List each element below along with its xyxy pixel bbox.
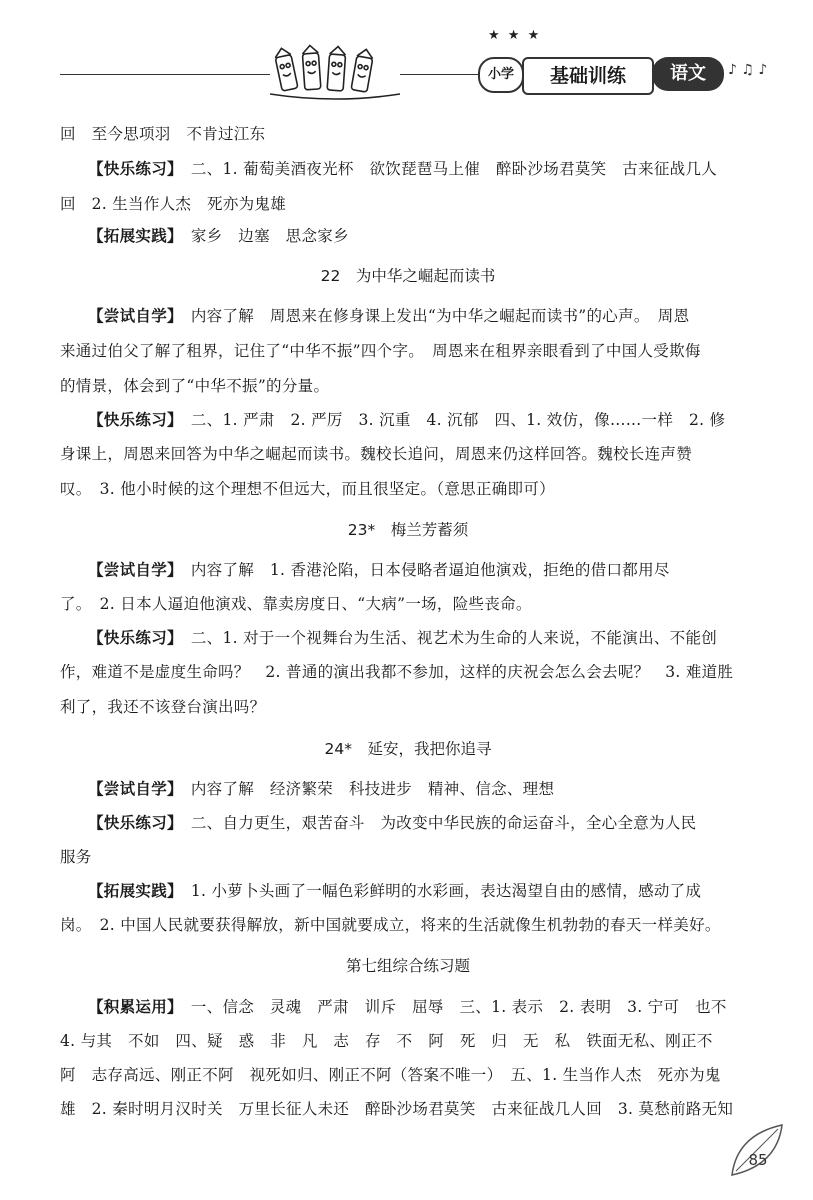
header-badge-title: 基础训练: [522, 57, 654, 95]
text-line: [88, 157, 717, 179]
section-label: 【快乐练习】: [88, 160, 176, 178]
text-line: [60, 695, 265, 717]
line-text: 作，难道不是虚度生命吗？ 2. 普通的演出我都不参加，这样的庆祝会怎么会去呢？ 3. 难道胜: [60, 663, 734, 681]
header-badge-level: 小学: [478, 57, 524, 93]
line-text: 叹。 3. 他小时候的这个理想不但远大，而且很坚定。（意思正确即可）: [60, 480, 555, 498]
header-rule-left: [60, 74, 270, 75]
text-line: [60, 192, 286, 214]
pencil-mascots-icon: [270, 42, 405, 102]
text-line: [88, 879, 701, 901]
line-text: 岗。 2. 中国人民就要获得解放，新中国就要成立，将来的生活就像生机勃勃的春天一样美好。: [60, 916, 721, 934]
text-line: [60, 442, 692, 464]
line-text: 服务: [60, 848, 92, 866]
line-text: 二、1. 严肃 2. 严厉 3. 沉重 4. 沉郁 四、1. 效仿，像……一样 2. 修: [175, 411, 726, 429]
text-line: [88, 304, 689, 326]
text-line: [88, 811, 696, 833]
section-label: 【快乐练习】: [88, 814, 176, 832]
text-line: [60, 477, 555, 499]
line-text: 阿 志存高远、刚正不阿 视死如归、刚正不阿（答案不唯一） 五、1. 生当作人杰 死亦为鬼: [60, 1066, 721, 1084]
text-line: [60, 845, 92, 867]
section-label: 【快乐练习】: [88, 629, 176, 647]
section-label: 【拓展实践】: [88, 227, 176, 245]
line-text: 一、信念 灵魂 严肃 训斥 屈辱 三、1. 表示 2. 表明 3. 宁可 也不: [175, 998, 727, 1016]
text-line: [60, 913, 721, 935]
text-line: [60, 1063, 721, 1085]
text-line: [88, 995, 727, 1017]
line-text: 了。 2. 日本人逼迫他演戏、靠卖房度日、“大病”一场，险些丧命。: [60, 595, 532, 613]
text-line: [60, 339, 701, 361]
section-title: 24* 延安，我把你追寻: [324, 740, 492, 758]
page-header: [0, 0, 813, 110]
text-line: [60, 660, 733, 682]
text-line: [60, 374, 329, 396]
section-label: 【尝试自学】: [88, 561, 176, 579]
line-text: 内容了解 经济繁荣 科技进步 精神、信念、理想: [175, 780, 555, 798]
page-number: 85: [748, 1151, 768, 1169]
text-line: [60, 1097, 733, 1119]
line-text: 来通过伯父了解了租界，记住了“中华不振”四个字。 周恩来在租界亲眼看到了中国人受欺侮: [60, 342, 701, 360]
line-text: 家乡 边塞 思念家乡: [175, 227, 349, 245]
line-text: 身课上，周恩来回答为中华之崛起而读书。魏校长追问，周恩来仍这样回答。魏校长连声赞: [60, 445, 693, 463]
section-label: 【快乐练习】: [88, 411, 176, 429]
header-rule-right: [400, 74, 480, 75]
section-title: 23* 梅兰芳蓄须: [347, 521, 469, 539]
text-line: [88, 777, 554, 799]
section-label: 【积累运用】: [88, 998, 176, 1016]
section-title: 22 为中华之崛起而读书: [320, 267, 496, 285]
section-label: 【尝试自学】: [88, 780, 176, 798]
line-text: 二、1. 对于一个视舞台为生活、视艺术为生命的人来说，不能演出、不能创: [175, 629, 718, 647]
text-line: [88, 408, 725, 430]
line-text: 1. 小萝卜头画了一幅色彩鲜明的水彩画，表达渴望自由的感情，感动了成: [175, 882, 702, 900]
section-label: 【拓展实践】: [88, 882, 176, 900]
line-text: 二、自力更生，艰苦奋斗 为改变中华民族的命运奋斗，全心全意为人民: [175, 814, 697, 832]
line-text: 二、1. 葡萄美酒夜光杯 欲饮琵琶马上催 醉卧沙场君莫笑 古来征战几人: [175, 160, 718, 178]
line-text: 的情景，体会到了“中华不振”的分量。: [60, 377, 330, 395]
section-title: 第七组综合练习题: [345, 957, 470, 975]
text-line: [88, 224, 349, 246]
text-line: [60, 1029, 713, 1051]
text-line: [60, 122, 265, 144]
text-line: [88, 626, 717, 648]
text-line: [60, 592, 532, 614]
line-text: 利了，我还不该登台演出吗？: [60, 698, 266, 716]
line-text: 回 2. 生当作人杰 死亦为鬼雄: [60, 195, 287, 213]
header-badge-subject: 语文: [652, 57, 724, 91]
line-text: 内容了解 周恩来在修身课上发出“为中华之崛起而读书”的心声。 周恩: [175, 307, 690, 325]
line-text: 雄 2. 秦时明月汉时关 万里长征人未还 醉卧沙场君莫笑 古来征战几人回 3. 莫愁前路无知: [60, 1100, 734, 1118]
section-label: 【尝试自学】: [88, 307, 176, 325]
header-stars: ★ ★ ★: [488, 28, 542, 43]
text-line: [88, 558, 670, 580]
line-text: 内容了解 1. 香港沦陷，日本侵略者逼迫他演戏，拒绝的借口都用尽: [175, 561, 670, 579]
music-notes-icon: ♪ ♫ ♪: [728, 62, 768, 78]
line-text: 回 至今思项羽 不肯过江东: [60, 125, 266, 143]
line-text: 4. 与其 不如 四、疑 惑 非 凡 志 存 不 阿 死 归 无 私 铁面无私、刚正不: [60, 1032, 713, 1050]
